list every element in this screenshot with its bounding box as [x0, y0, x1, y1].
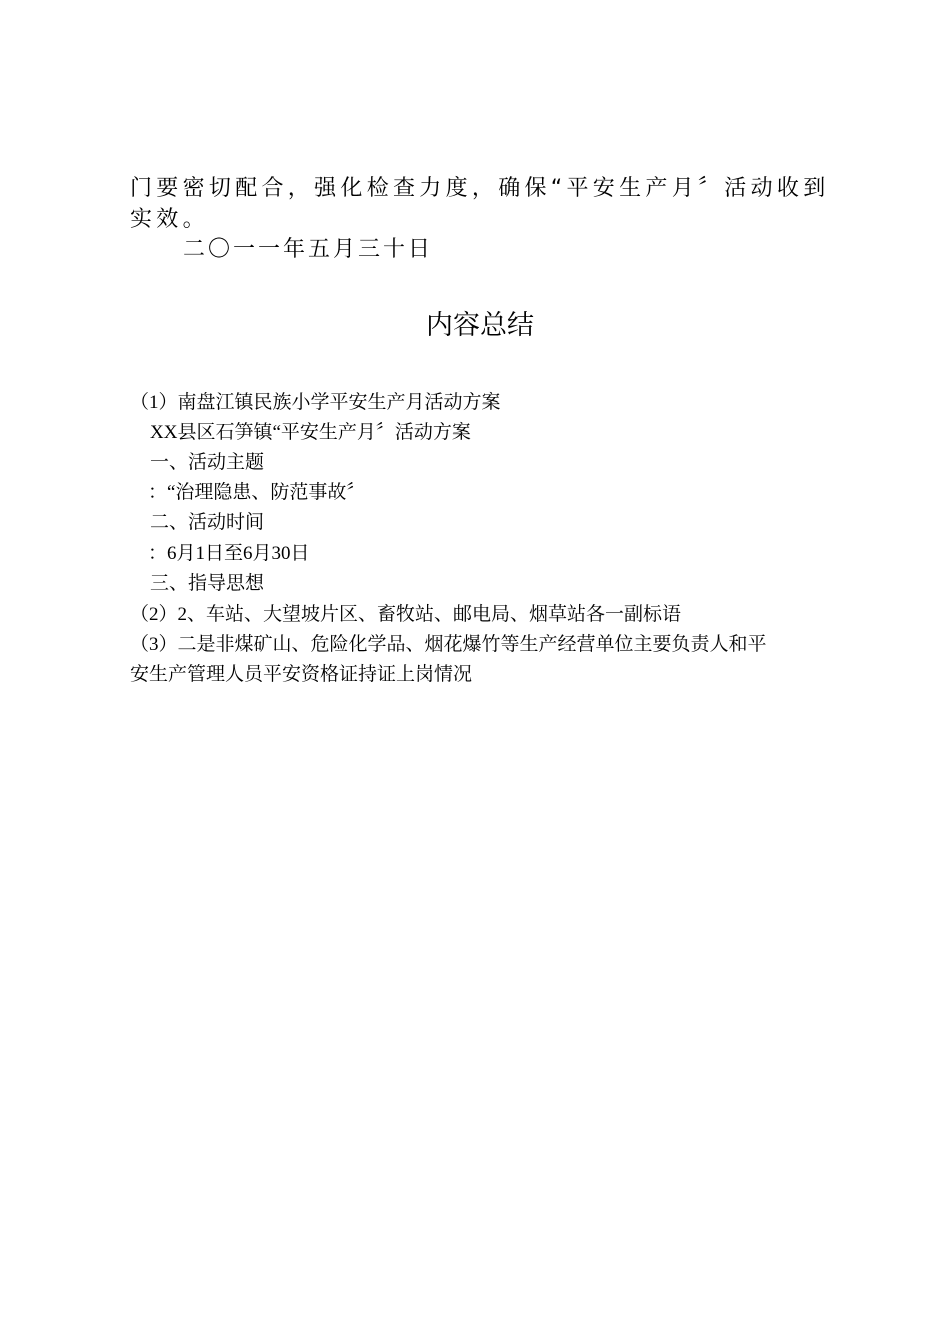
document-date: 二〇一一年五月三十日 [183, 237, 434, 262]
summary-line: ：6月1日至6月30日 [148, 543, 310, 564]
summary-line: （1）南盘江镇民族小学平安生产月活动方案 [130, 392, 501, 413]
summary-line: 一、活动主题 [150, 452, 265, 473]
paragraph-line: 实效。 [130, 207, 209, 232]
summary-line: （2）2、车站、大望坡片区、畜牧站、邮电局、烟草站各一副标语 [130, 604, 682, 625]
summary-line: XX县区石笋镇“平安生产月〞活动方案 [150, 422, 471, 443]
summary-line: （3）二是非煤矿山、危险化学品、烟花爆竹等生产经营单位主要负责人和平 [130, 634, 767, 655]
paragraph-line: 门要密切配合，强化检查力度，确保“平安生产月〞活动收到 [130, 176, 830, 201]
summary-title: 内容总结 [426, 310, 534, 341]
summary-line: ：“治理隐患、防范事故〞 [148, 482, 366, 503]
summary-line: 安生产管理人员平安资格证持证上岗情况 [130, 664, 473, 685]
summary-line: 二、活动时间 [150, 512, 265, 533]
summary-line: 三、指导思想 [150, 573, 265, 594]
